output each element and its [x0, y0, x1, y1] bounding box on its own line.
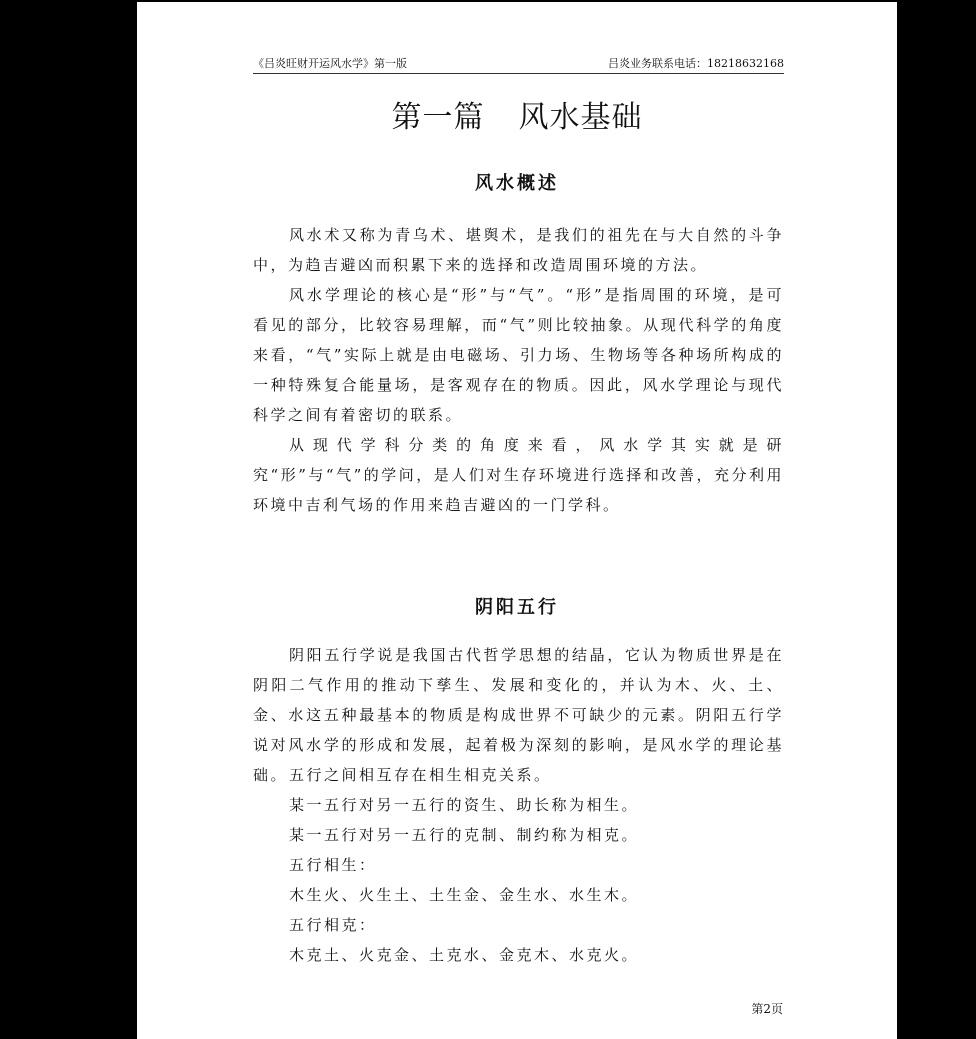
- part-name: 风水基础: [518, 100, 643, 135]
- list-item: 木生火、火生土、土生金、金生水、水生木。: [289, 886, 640, 904]
- paragraph: 风水学理论的核心是“形”与“气”。“形”是指周围的环境，是可看见的部分，比较容易理解，而“气”则比较抽象。从现代科学的角度来看，“气”实际上就是由电磁场、引力场、生物场等各种场所构成的一种特殊复合能量场，是客观存在的物质。因此，风水学理论与现代科学之间有着密切的联系。: [253, 286, 784, 424]
- page-number: 第2页: [751, 1002, 783, 1016]
- document-page: [137, 2, 897, 1039]
- list-item: 木克土、火克金、土克水、金克木、水克火。: [289, 946, 640, 964]
- section-body-overview: [253, 220, 784, 520]
- list-item: 五行之间相互存在相生相克关系。: [289, 766, 552, 784]
- section-title-overview: 风水概述: [475, 173, 559, 194]
- part-number: 第一篇: [391, 100, 485, 135]
- five-elements-list: [289, 760, 784, 970]
- list-item: 某一五行对另一五行的资生、助长称为相生。: [289, 796, 640, 814]
- paragraph: 阴阳五行学说是我国古代哲学思想的结晶，它认为物质世界是在阴阳二气作用的推动下孳生、发展和变化的，并认为木、火、土、金、水这五种最基本的物质是构成世界不可缺少的元素。阴阳五行学说对风水学的形成和发展，起着极为深刻的影响，是风水学的理论基础。: [253, 646, 784, 784]
- list-item: 五行相生：: [289, 856, 377, 874]
- header-book-title: 《吕炎旺财开运风水学》第一版: [253, 57, 407, 70]
- list-item: 某一五行对另一五行的克制、制约称为相克。: [289, 826, 640, 844]
- part-title: [137, 98, 897, 138]
- header-contact-phone: 吕炎业务联系电话：18218632168: [608, 57, 784, 70]
- list-item: 五行相克：: [289, 916, 377, 934]
- page-header: [253, 57, 784, 74]
- paragraph: 从现代学科分类的角度来看，风水学其实就是研究“形”与“气”的学问，是人们对生存环境进行选择和改善，充分利用环境中吉利气场的作用来趋吉避凶的一门学科。: [253, 436, 784, 514]
- section-title-yinyang: 阴阳五行: [475, 597, 559, 618]
- paragraph: 风水术又称为青乌术、堪舆术，是我们的祖先在与大自然的斗争中，为趋吉避凶而积累下来的选择和改造周围环境的方法。: [253, 226, 784, 274]
